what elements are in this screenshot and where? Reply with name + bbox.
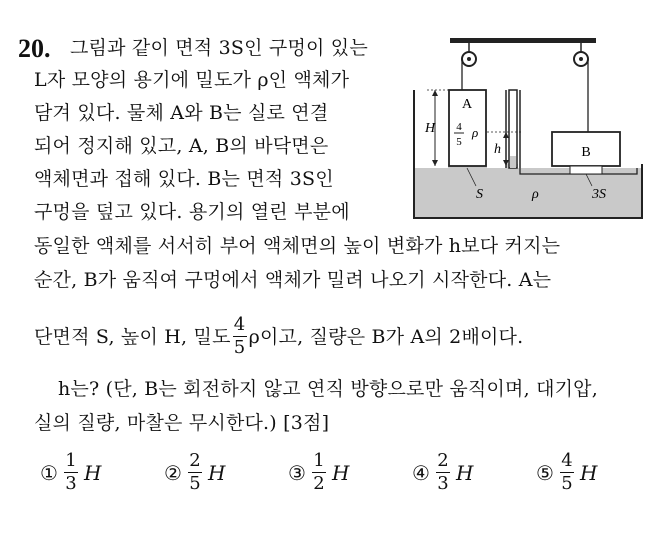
right-pulley-icon (574, 43, 588, 66)
choice-4-fraction (436, 452, 450, 493)
label-a: A (461, 97, 473, 112)
question-line-4: 되어 정지해 있고, A, B의 바닥면은 (34, 135, 329, 157)
answer-choices (40, 452, 640, 512)
choice-3[interactable] (288, 452, 349, 493)
choice-5-mark: ⑤ (536, 460, 554, 485)
density-fraction (233, 316, 247, 357)
label-rho: ρ (532, 187, 539, 202)
label-a-density-den: 5 (456, 136, 462, 148)
density-fraction-num: 4 (233, 314, 246, 335)
choice-4-num: 2 (437, 450, 449, 471)
choice-2[interactable] (164, 452, 225, 493)
label-big-h: H (425, 121, 436, 136)
choice-5-var: H (579, 460, 598, 485)
area-height-text: 단면적 S, 높이 H, 밀도 (34, 325, 231, 348)
choice-4[interactable] (412, 452, 473, 493)
question-line-6: 구멍을 덮고 있다. 용기의 열린 부분에 (34, 201, 350, 223)
choice-3-mark: ③ (288, 460, 306, 485)
question-line-8: 순간, B가 움직여 구멍에서 액체가 밀려 나오기 시작한다. A는 (34, 269, 552, 291)
question-number: 20. (18, 34, 51, 63)
choice-5-num: 4 (561, 450, 573, 471)
question-line-5: 액체면과 접해 있다. B는 면적 3S인 (34, 168, 334, 190)
label-a-rho: ρ (472, 125, 479, 140)
prompt-line-2: 실의 질량, 마찰은 무시한다.) [3점] (34, 412, 330, 434)
choice-3-num: 1 (313, 450, 325, 471)
choice-2-num: 2 (189, 450, 201, 471)
choice-2-mark: ② (164, 460, 182, 485)
choice-5-fraction (560, 452, 574, 493)
choice-3-var: H (331, 460, 350, 485)
question-line-9 (34, 316, 523, 357)
choice-4-den: 3 (437, 473, 449, 494)
choice-2-fraction (188, 452, 202, 493)
choice-2-den: 5 (189, 473, 201, 494)
left-pulley-icon (462, 43, 476, 66)
choice-5-den: 5 (561, 473, 573, 494)
container-diagram (392, 36, 662, 226)
label-small-h: h (494, 142, 501, 157)
ceiling-bar (450, 38, 596, 43)
choice-1-var: H (83, 460, 102, 485)
liquid (415, 164, 641, 217)
label-s: S (476, 187, 483, 202)
question-line-3: 담겨 있다. 물체 A와 B는 실로 연결 (34, 102, 329, 124)
choice-1-num: 1 (65, 450, 77, 471)
choice-3-fraction (312, 452, 326, 493)
label-b: B (581, 145, 591, 160)
choice-4-mark: ④ (412, 460, 430, 485)
choice-1-den: 3 (65, 473, 77, 494)
label-3s: 3S (592, 187, 606, 202)
choice-1[interactable] (40, 452, 101, 493)
question-line-1: 그림과 같이 면적 3S인 구멍이 있는 (70, 37, 368, 59)
label-a-density-num: 4 (456, 121, 462, 133)
prompt-line-1: h는? (단, B는 회전하지 않고 연직 방향으로만 움직이며, 대기압, (58, 378, 598, 400)
choice-4-var: H (455, 460, 474, 485)
question-line-7: 동일한 액체를 서서히 부어 액체면의 높이 변화가 h보다 커지는 (34, 235, 561, 257)
question-line-2: L자 모양의 용기에 밀도가 ρ인 액체가 (34, 69, 350, 91)
choice-2-var: H (207, 460, 226, 485)
choice-5[interactable] (536, 452, 597, 493)
density-fraction-den: 5 (233, 337, 246, 358)
mass-relation-text: ρ이고, 질량은 B가 A의 2배이다. (248, 325, 524, 348)
choice-1-mark: ① (40, 460, 58, 485)
choice-3-den: 2 (313, 473, 325, 494)
choice-1-fraction (64, 452, 78, 493)
